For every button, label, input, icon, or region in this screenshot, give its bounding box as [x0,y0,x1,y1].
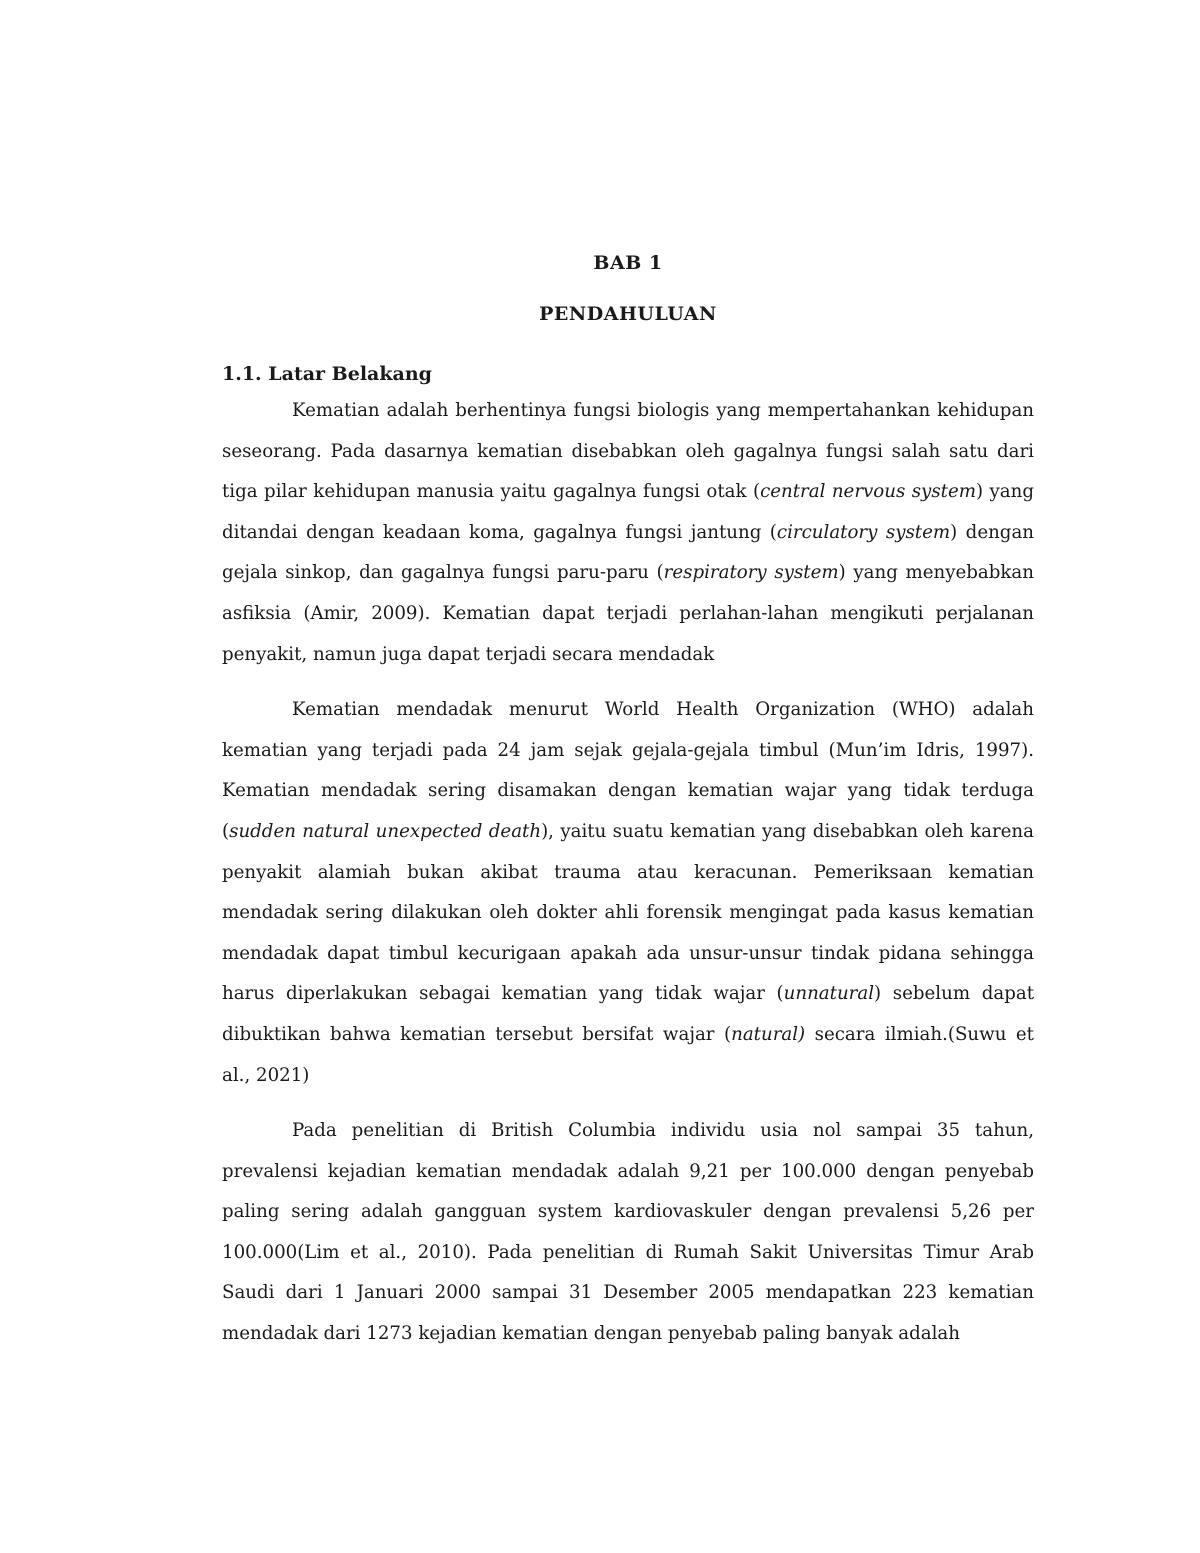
paragraph-1-text-3: ) dengan gejala sinkop, dan gagalnya fungsi paru-paru ( [222,521,1034,584]
paragraph-2-text-2: ), yaitu suatu kematian yang disebabkan oleh karena penyakit alamiah bukan akibat trauma atau keracunan. Pemeriksaan kematian mendadak sering dilakukan oleh dokter ahli forensik mengingat pada kasus kematian mendadak dapat timbul kecurigaan apakah ada unsur-unsur tindak pidana sehingga harus diperlakukan sebagai kematian yang tidak wajar ( [222,820,1034,1005]
paragraph-1 [222,391,1034,675]
paragraph-3 [222,1111,1034,1355]
paragraph-1-text-4: ) yang menyebabkan asfiksia (Amir, 2009). Kematian dapat terjadi perlahan-lahan mengikuti perjalanan penyakit, namun juga dapat terjadi secara mendadak [222,562,1034,665]
section-heading: 1.1. Latar Belakang [222,363,432,385]
paragraph-1-italic-2: circulatory system [776,521,951,543]
paragraph-2-italic-2: unnatural [783,983,875,1005]
paragraph-3-text-1: Pada penelitian di British Columbia individu usia nol sampai 35 tahun, prevalensi kejadian kematian mendadak adalah 9,21 per 100.000 dengan penyebab paling sering adalah gangguan system kardiovaskuler dengan prevalensi 5,26 per 100.000(Lim et al., 2010). Pada penelitian di Rumah Sakit Universitas Timur Arab Saudi dari 1 Januari 2000 sampai 31 Desember 2005 mendapatkan 223 kematian mendadak dari 1273 kejadian kematian dengan penyebab paling banyak adalah [222,1120,1034,1345]
paragraph-2-text-4: secara ilmiah.(Suwu et al., 2021) [222,1023,1034,1086]
paragraph-2-text-1: Kematian mendadak menurut World Health Organization (WHO) adalah kematian yang terjadi pada 24 jam sejak gejala-gejala timbul (Mun’im Idris, 1997). Kematian mendadak sering disamakan dengan kematian wajar yang tidak terduga ( [222,699,1034,842]
document-page [222,246,1034,1355]
paragraph-1-italic-1: central nervous system [760,481,976,503]
chapter-subtitle: PENDAHULUAN [539,303,717,325]
paragraph-1-italic-3: respiratory system [663,562,839,584]
paragraph-2-italic-3: natural) [731,1023,806,1045]
paragraph-1-text-2: ) yang ditandai dengan keadaan koma, gagalnya fungsi jantung ( [222,481,1035,543]
paragraph-2-text-3: ) sebelum dapat dibuktikan bahwa kematian tersebut bersifat wajar ( [222,983,1034,1045]
paragraph-2 [222,690,1034,1096]
chapter-title: BAB 1 [593,252,663,274]
paragraph-2-italic-1: sudden natural unexpected death [229,820,542,842]
paragraph-1-text-1: Kematian adalah berhentinya fungsi biologis yang mempertahankan kehidupan seseorang. Pada dasarnya kematian disebabkan oleh gagalnya fungsi salah satu dari tiga pilar kehidupan manusia yaitu gagalnya fungsi otak ( [222,400,1034,503]
